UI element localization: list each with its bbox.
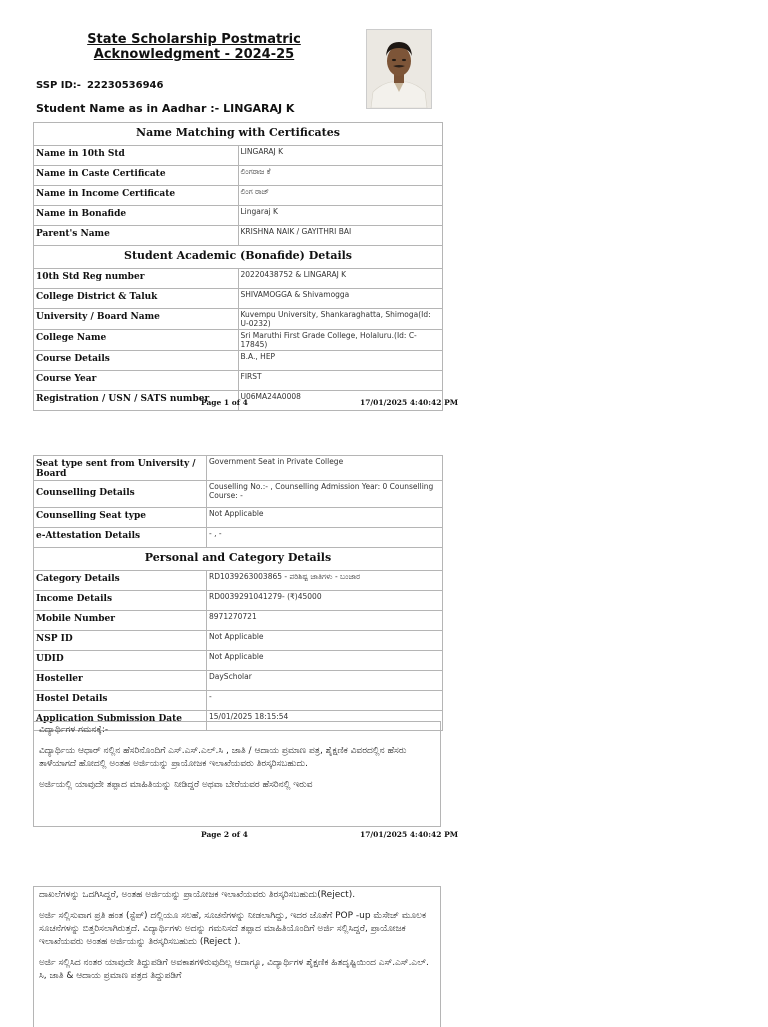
row-value: Kuvempu University, Shankaraghatta, Shimoga(Id: U-0232) <box>238 309 443 330</box>
row-label: Seat type sent from University / Board <box>34 456 207 481</box>
title-line-1: State Scholarship Postmatric <box>87 32 301 47</box>
table-row <box>34 309 443 330</box>
row-label: Course Details <box>34 351 239 371</box>
row-label: Name in Bonafide <box>34 206 239 226</box>
table-row <box>34 269 443 289</box>
ssp-id-value: 22230536946 <box>86 80 164 91</box>
ssp-id <box>36 80 163 91</box>
table-row <box>34 611 443 631</box>
table-row <box>34 371 443 391</box>
row-label: NSP ID <box>34 631 207 651</box>
page-2-timestamp: 17/01/2025 4:40:42 PM <box>360 830 459 839</box>
row-label: Income Details <box>34 591 207 611</box>
row-value: SHIVAMOGGA & Shivamogga <box>238 289 443 309</box>
row-label: University / Board Name <box>34 309 239 330</box>
row-value: ಲಿಂಗರಾಜ ಕೆ <box>238 166 443 186</box>
row-label: Counselling Seat type <box>34 508 207 528</box>
table-row <box>34 631 443 651</box>
document-title <box>70 32 318 62</box>
table-row <box>34 206 443 226</box>
notice-paragraph: ಅರ್ಜಿ ಸಲ್ಲಿಸಿದ ನಂತರ ಯಾವುದೇ ತಿದ್ದುಪಡಿಗೆ ಅವಕಾಶಗಳಿರುವುದಿಲ್ಲ ಆದಾಗ್ಯೂ, ವಿದ್ಯಾರ್ಥಿಗಳ ಶೈಕ್ಷಣಿಕ ಹಿತದೃಷ್ಟಿಯಿಂದ ಎಸ್.ಎಸ್.ಎಲ್. ಸಿ, ಜಾತಿ & ಆದಾಯ ಪ್ರಮಾಣ ಪತ್ರದ ತಿದ್ದುಪಡಿಗೆ <box>39 958 429 981</box>
row-value: RD0039291041279- (₹)45000 <box>207 591 443 611</box>
row-label: UDID <box>34 651 207 671</box>
personal-heading: Personal and Category Details <box>34 548 443 571</box>
academic-heading: Student Academic (Bonafide) Details <box>34 246 443 269</box>
row-value: 20220438752 & LINGARAJ K <box>238 269 443 289</box>
table-row <box>34 351 443 371</box>
table-row <box>34 591 443 611</box>
notice-paragraph: ಅರ್ಜಿಯಲ್ಲಿ ಯಾವುದೇ ತಪ್ಪಾದ ಮಾಹಿತಿಯನ್ನು ನೀಡಿದ್ದರೆ ಅಥವಾ ಬೇರೆಯವರ ಹೆಸರಿನಲ್ಲಿ ಇರುವ <box>39 780 313 790</box>
row-value: FIRST <box>238 371 443 391</box>
row-value: ಲಿಂಗ ರಾಜ್ <box>238 186 443 206</box>
row-value: Not Applicable <box>207 651 443 671</box>
row-label: Mobile Number <box>34 611 207 631</box>
row-label: Course Year <box>34 371 239 391</box>
student-notice <box>33 721 441 827</box>
notice-paragraph: ಅರ್ಜಿ ಸಲ್ಲಿಸುವಾಗ ಪ್ರತಿ ಹಂತ (ಸ್ಟೆಪ್) ದಲ್ಲಿಯೂ ಸಲಹೆ, ಸೂಚನೆಗಳನ್ನು ನೀಡಲಾಗಿದ್ದು, ಇದರ ಜೊತೆಗೆ POP -up ಮೆಸೇಜ್ ಮೂಲಕ ಸೂಚನೆಗಳನ್ನು ಬಿತ್ತರಿಸಲಾಗಿರುತ್ತದೆ. ವಿದ್ಯಾರ್ಥಿಗಳು ಅದನ್ನು ಗಮನಿಸದೆ ತಪ್ಪಾದ ಮಾಹಿತಿಯೊಂದಿಗೆ ಅರ್ಜಿ ಸಲ್ಲಿಸಿದ್ದರೆ, ಪ್ರಾಯೋಜಕ ಇಲಾಖೆಯವರು ಅಂತಹ ಅರ್ಜಿಯನ್ನು ತಿರಸ್ಕರಿಸಬಹುದು (Reject ). <box>39 911 427 947</box>
student-photo <box>366 29 432 109</box>
notice-paragraph: ವಿದ್ಯಾರ್ಥಿಯ ಆಧಾರ್ ನಲ್ಲಿನ ಹೆಸರಿನೊಂದಿಗೆ ಎಸ್.ಎಸ್.ಎಲ್.ಸಿ , ಜಾತಿ / ಆದಾಯ ಪ್ರಮಾಣ ಪತ್ರ, ಶೈಕ್ಷಣಿಕ ವಿವರದಲ್ಲಿನ ಹೆಸರು ತಾಳೆಯಾಗದೆ ಹೋದಲ್ಲಿ ಅಂತಹ ಅರ್ಜಿಯನ್ನು ಪ್ರಾಯೋಜಕ ಇಲಾಖೆಯವರು ತಿರಸ್ಕರಿಸಬಹುದು. <box>39 746 407 769</box>
row-label: 10th Std Reg number <box>34 269 239 289</box>
table-row <box>34 456 443 481</box>
table-row <box>34 571 443 591</box>
row-value: KRISHNA NAIK / GAYITHRI BAI <box>238 226 443 246</box>
name-matching-table <box>33 122 443 411</box>
row-value: B.A., HEP <box>238 351 443 371</box>
row-value: 15/01/2025 18:15:54 <box>207 711 443 731</box>
row-value: - <box>207 691 443 711</box>
row-label: Parent's Name <box>34 226 239 246</box>
table-row <box>34 166 443 186</box>
row-value: Sri Maruthi First Grade College, Holaluru.(Id: C-17845) <box>238 330 443 351</box>
row-value: DayScholar <box>207 671 443 691</box>
table-row <box>34 651 443 671</box>
row-label: Name in Caste Certificate <box>34 166 239 186</box>
table-row <box>34 186 443 206</box>
seat-details-table <box>33 455 443 731</box>
notice-paragraph: ದಾಖಲೆಗಳನ್ನು ಒದಗಿಸಿದ್ದರೆ, ಅಂತಹ ಅರ್ಜಿಯನ್ನು ಪ್ರಾಯೋಜಕ ಇಲಾಖೆಯವರು ತಿರಸ್ಕರಿಸಬಹುದು(Reject). <box>39 890 356 900</box>
row-value: Couselling No.:- , Counselling Admission Year: 0 Counselling Course: - <box>207 481 443 508</box>
table-row <box>34 226 443 246</box>
row-label: Name in 10th Std <box>34 146 239 166</box>
table-row <box>34 671 443 691</box>
table-row <box>34 691 443 711</box>
name-matching-heading: Name Matching with Certificates <box>34 123 443 146</box>
student-name-value: LINGARAJ K <box>223 102 295 115</box>
row-value: Not Applicable <box>207 631 443 651</box>
row-value: Not Applicable <box>207 508 443 528</box>
row-label: Category Details <box>34 571 207 591</box>
student-name-label: Student Name as in Aadhar :- <box>36 102 220 115</box>
row-label: College District & Taluk <box>34 289 239 309</box>
row-value: - , - <box>207 528 443 548</box>
table-row <box>34 481 443 508</box>
row-label: Hosteller <box>34 671 207 691</box>
page-1-number: Page 1 of 4 <box>201 398 248 407</box>
row-value: LINGARAJ K <box>238 146 443 166</box>
student-notice-continued <box>33 886 441 1027</box>
row-label: Name in Income Certificate <box>34 186 239 206</box>
notice-heading: ವಿದ್ಯಾರ್ಥಿಗಳ ಗಮನಕ್ಕೆ:- <box>39 725 109 735</box>
ssp-id-label: SSP ID:- <box>36 80 81 91</box>
row-value: 8971270721 <box>207 611 443 631</box>
row-label: Registration / USN / SATS number <box>34 391 239 411</box>
row-value: Lingaraj K <box>238 206 443 226</box>
table-row <box>34 289 443 309</box>
page-1-timestamp: 17/01/2025 4:40:42 PM <box>360 398 459 407</box>
row-value: RD1039263003865 - ಪರಿಶಿಷ್ಟ ಜಾತಿಗಳು - ಬಂಜಾರ <box>207 571 443 591</box>
table-row <box>34 146 443 166</box>
row-label: Application Submission Date <box>34 711 207 731</box>
row-label: e-Attestation Details <box>34 528 207 548</box>
row-label: College Name <box>34 330 239 351</box>
row-value: U06MA24A0008 <box>238 391 443 411</box>
row-value: Government Seat in Private College <box>207 456 443 481</box>
table-row <box>34 508 443 528</box>
title-line-2: Acknowledgment - 2024-25 <box>93 47 295 62</box>
row-label: Hostel Details <box>34 691 207 711</box>
table-row <box>34 330 443 351</box>
student-name <box>36 102 294 115</box>
table-row <box>34 528 443 548</box>
page-2-number: Page 2 of 4 <box>201 830 248 839</box>
row-label: Counselling Details <box>34 481 207 508</box>
